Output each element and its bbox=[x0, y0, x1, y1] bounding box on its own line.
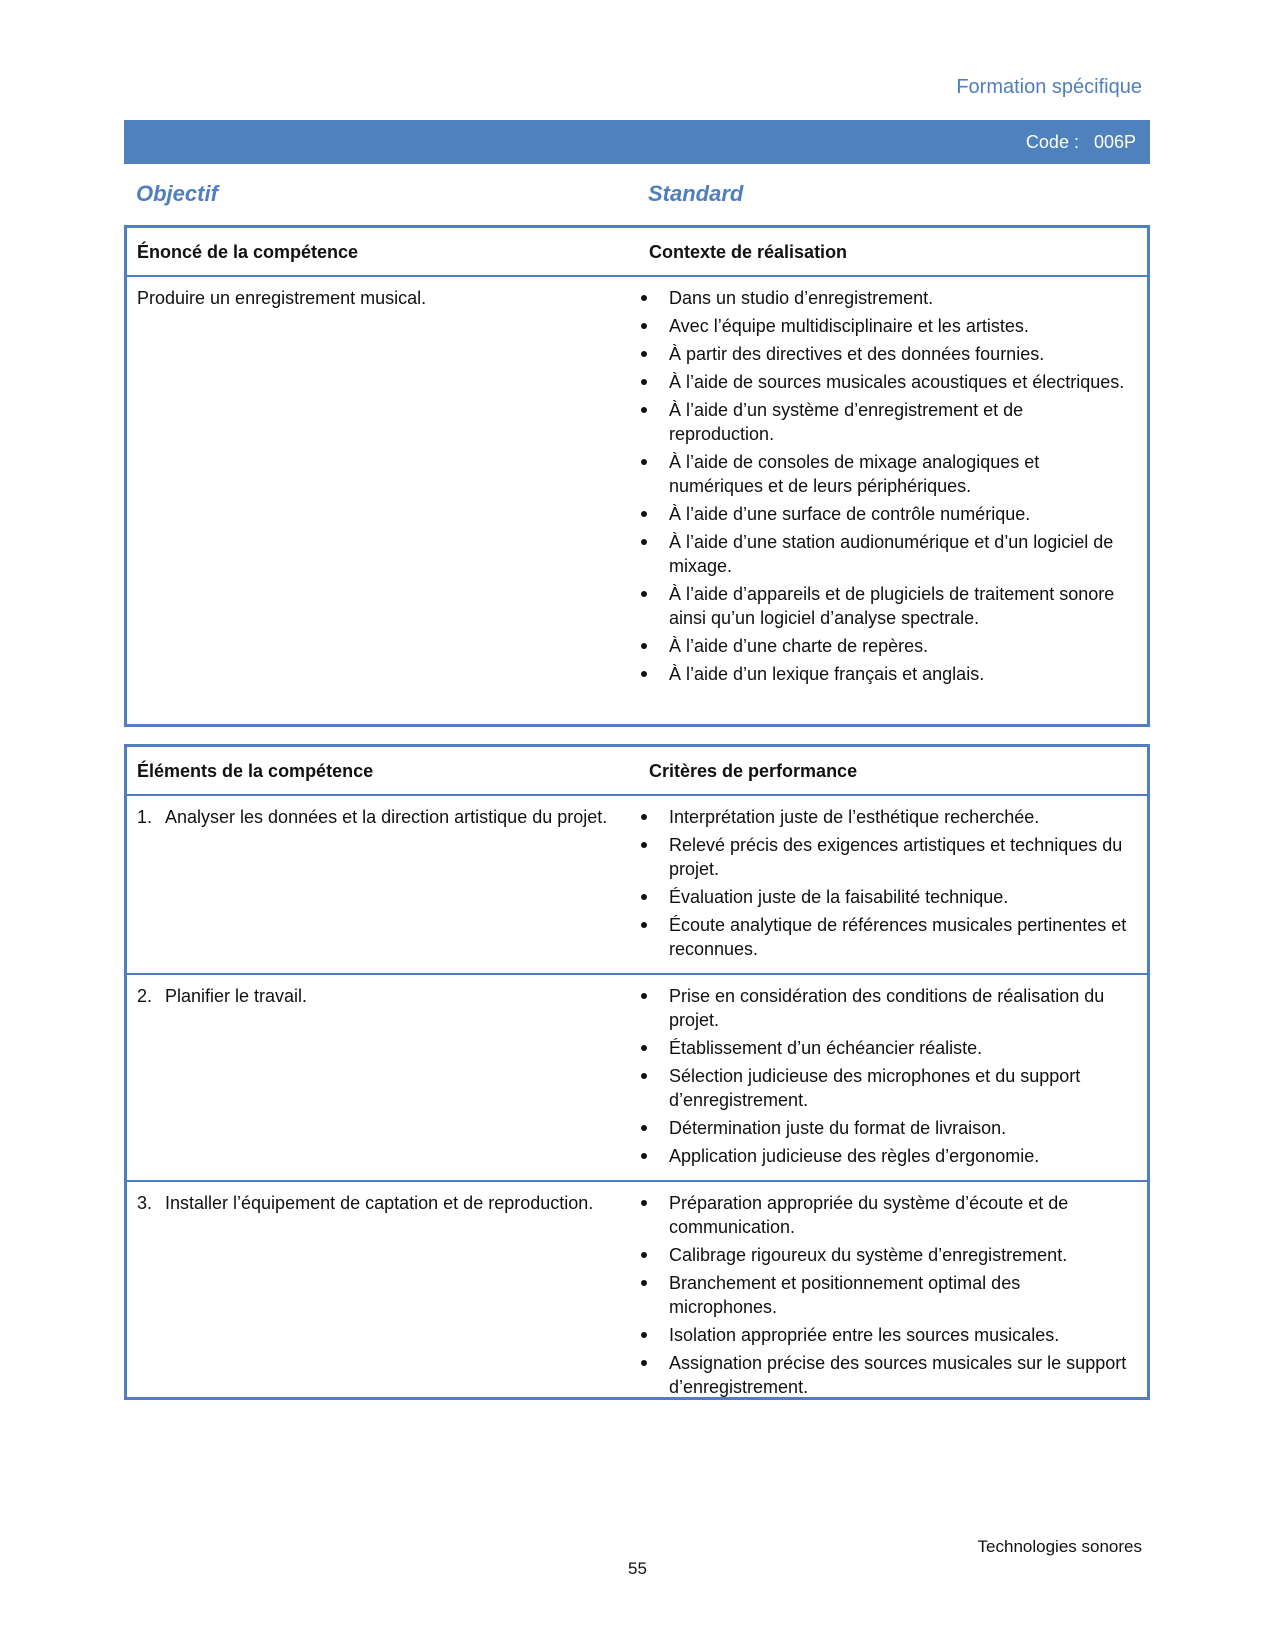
element-cell bbox=[127, 984, 639, 1172]
bullet-icon bbox=[641, 814, 647, 820]
list-item-text: Écoute analytique de références musicales pertinentes et reconnues. bbox=[669, 915, 1127, 959]
bullet-icon bbox=[641, 993, 647, 999]
bullet-icon bbox=[641, 539, 647, 545]
list-item bbox=[639, 913, 1133, 961]
list-item-text: À l’aide de sources musicales acoustiques et électriques. bbox=[669, 372, 1125, 392]
list-item-text: Relevé précis des exigences artistiques et techniques du projet. bbox=[669, 835, 1123, 879]
bullet-icon bbox=[641, 1200, 647, 1206]
list-item bbox=[639, 398, 1133, 446]
list-item-text: À l’aide de consoles de mixage analogiques et numériques et de leurs périphériques. bbox=[669, 452, 1040, 496]
list-item-text: Prise en considération des conditions de réalisation du projet. bbox=[669, 986, 1105, 1030]
context-list bbox=[639, 286, 1133, 686]
bullet-icon bbox=[641, 1332, 647, 1338]
element-text: Installer l’équipement de captation et de reproduction. bbox=[165, 1193, 594, 1213]
context-cell bbox=[639, 286, 1139, 690]
elements-header: Éléments de la compétence bbox=[137, 761, 374, 781]
performance-criteria-table bbox=[124, 744, 1150, 1400]
criteria-cell bbox=[639, 984, 1139, 1172]
table-header bbox=[127, 228, 1147, 277]
element-number: 2. bbox=[137, 986, 153, 1006]
bullet-icon bbox=[641, 671, 647, 677]
list-item-text: Assignation précise des sources musicales sur le support d’enregistrement. bbox=[669, 1353, 1127, 1397]
list-item-text: À l’aide d’une charte de repères. bbox=[669, 636, 929, 656]
list-item bbox=[639, 1116, 1133, 1140]
element-number: 3. bbox=[137, 1193, 153, 1213]
list-item-text: Dans un studio d’enregistrement. bbox=[669, 288, 934, 308]
competence-statement: Produire un enregistrement musical. bbox=[137, 288, 427, 308]
criteria-cell bbox=[639, 805, 1139, 965]
element-text: Planifier le travail. bbox=[165, 986, 308, 1006]
bullet-icon bbox=[641, 407, 647, 413]
table-body bbox=[127, 796, 1147, 1411]
list-item bbox=[639, 502, 1133, 526]
bullet-icon bbox=[641, 1125, 647, 1131]
code-bar bbox=[124, 120, 1150, 164]
bullet-icon bbox=[641, 922, 647, 928]
element-number: 1. bbox=[137, 807, 153, 827]
bullet-icon bbox=[641, 1252, 647, 1258]
list-item-text: Avec l’équipe multidisciplinaire et les artistes. bbox=[669, 316, 1029, 336]
criteria-list bbox=[639, 984, 1133, 1168]
list-item bbox=[639, 1271, 1133, 1319]
list-item bbox=[639, 1064, 1133, 1112]
bullet-icon bbox=[641, 379, 647, 385]
element-cell bbox=[127, 805, 639, 965]
bullet-icon bbox=[641, 459, 647, 465]
section-titles bbox=[136, 181, 1146, 209]
page-number: 55 bbox=[628, 1559, 647, 1578]
list-item-text: Interprétation juste de l’esthétique recherchée. bbox=[669, 807, 1040, 827]
list-item-text: À l’aide d’appareils et de plugiciels de traitement sonore ainsi qu’un logiciel d’analyse spectrale. bbox=[669, 584, 1115, 628]
code-label: Code : 006P bbox=[1025, 132, 1136, 152]
bullet-icon bbox=[641, 295, 647, 301]
list-item bbox=[639, 805, 1133, 829]
element-text: Analyser les données et la direction artistique du projet. bbox=[165, 807, 608, 827]
list-item bbox=[639, 530, 1133, 578]
list-item-text: Application judicieuse des règles d’ergonomie. bbox=[669, 1146, 1040, 1166]
list-item-text: Établissement d’un échéancier réaliste. bbox=[669, 1038, 983, 1058]
criteria-cell bbox=[639, 1191, 1139, 1403]
list-item-text: À l’aide d’une station audionumérique et d’un logiciel de mixage. bbox=[669, 532, 1114, 576]
statement-cell bbox=[127, 286, 639, 690]
bullet-icon bbox=[641, 643, 647, 649]
standard-title: Standard bbox=[648, 181, 744, 206]
program-name: Technologies sonores bbox=[977, 1537, 1142, 1556]
bullet-icon bbox=[641, 511, 647, 517]
table-header bbox=[127, 747, 1147, 796]
bullet-icon bbox=[641, 1280, 647, 1286]
bullet-icon bbox=[641, 591, 647, 597]
table-row bbox=[127, 1180, 1147, 1411]
list-item-text: À l’aide d’une surface de contrôle numérique. bbox=[669, 504, 1031, 524]
list-item bbox=[639, 634, 1133, 658]
list-item bbox=[639, 582, 1133, 630]
formation-label: Formation spécifique bbox=[956, 76, 1142, 98]
list-item-text: Préparation appropriée du système d’écoute et de communication. bbox=[669, 1193, 1069, 1237]
list-item bbox=[639, 450, 1133, 498]
list-item bbox=[639, 314, 1133, 338]
list-item-text: Branchement et positionnement optimal des microphones. bbox=[669, 1273, 1021, 1317]
bullet-icon bbox=[641, 1360, 647, 1366]
list-item bbox=[639, 1243, 1133, 1267]
list-item bbox=[639, 342, 1133, 366]
list-item-text: Calibrage rigoureux du système d’enregistrement. bbox=[669, 1245, 1068, 1265]
list-item bbox=[639, 1323, 1133, 1347]
bullet-icon bbox=[641, 351, 647, 357]
criteria-header: Critères de performance bbox=[649, 761, 858, 781]
table-row bbox=[127, 796, 1147, 973]
list-item bbox=[639, 984, 1133, 1032]
bullet-icon bbox=[641, 894, 647, 900]
table-row bbox=[127, 277, 1147, 698]
list-item-text: À l’aide d’un système d’enregistrement et de reproduction. bbox=[669, 400, 1024, 444]
statement-header: Énoncé de la compétence bbox=[137, 242, 359, 262]
bullet-icon bbox=[641, 1073, 647, 1079]
bullet-icon bbox=[641, 842, 647, 848]
criteria-list bbox=[639, 1191, 1133, 1399]
list-item bbox=[639, 1144, 1133, 1168]
list-item-text: Isolation appropriée entre les sources musicales. bbox=[669, 1325, 1060, 1345]
list-item-text: Détermination juste du format de livraison. bbox=[669, 1118, 1007, 1138]
list-item bbox=[639, 370, 1133, 394]
list-item-text: Sélection judicieuse des microphones et du support d’enregistrement. bbox=[669, 1066, 1081, 1110]
list-item-text: À partir des directives et des données fournies. bbox=[669, 344, 1045, 364]
list-item bbox=[639, 286, 1133, 310]
list-item bbox=[639, 662, 1133, 686]
list-item bbox=[639, 1036, 1133, 1060]
list-item bbox=[639, 1351, 1133, 1399]
list-item-text: Évaluation juste de la faisabilité technique. bbox=[669, 887, 1009, 907]
bullet-icon bbox=[641, 1153, 647, 1159]
table-row bbox=[127, 973, 1147, 1180]
context-header: Contexte de réalisation bbox=[649, 242, 848, 262]
bullet-icon bbox=[641, 1045, 647, 1051]
element-cell bbox=[127, 1191, 639, 1403]
list-item bbox=[639, 885, 1133, 909]
list-item-text: À l’aide d’un lexique français et anglais. bbox=[669, 664, 985, 684]
list-item bbox=[639, 1191, 1133, 1239]
bullet-icon bbox=[641, 323, 647, 329]
objectif-title: Objectif bbox=[136, 181, 218, 206]
criteria-list bbox=[639, 805, 1133, 961]
list-item bbox=[639, 833, 1133, 881]
competence-statement-table bbox=[124, 225, 1150, 727]
